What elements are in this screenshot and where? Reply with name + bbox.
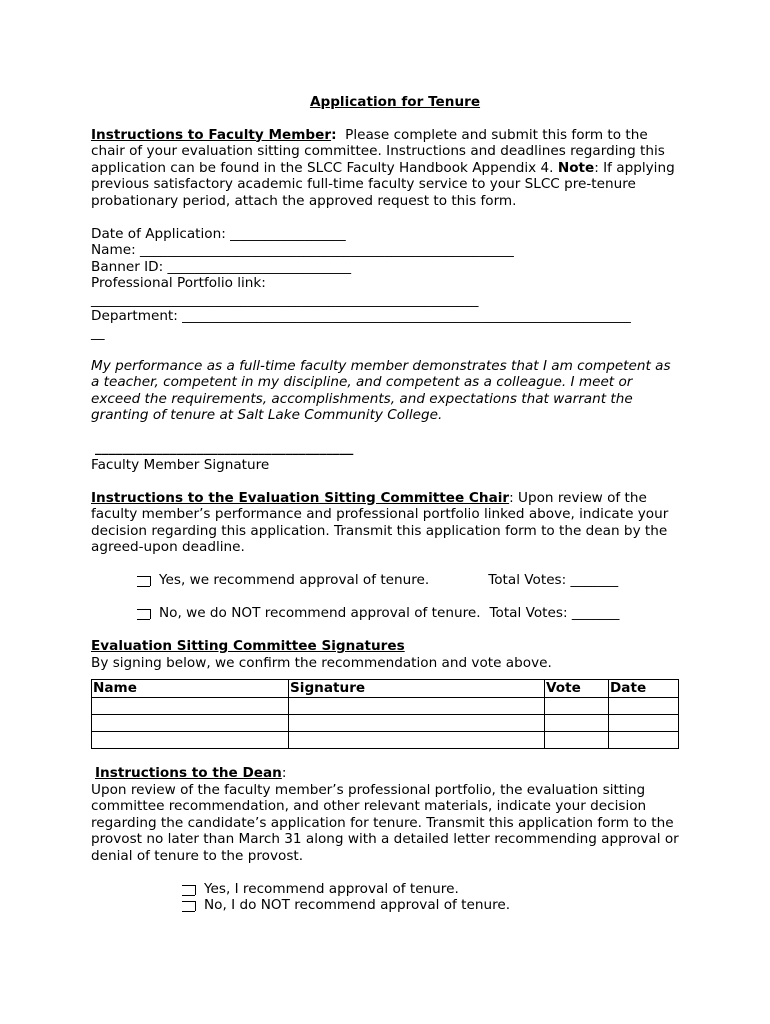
dean-option-no-label: No, I do NOT recommend approval of tenure. [204, 897, 511, 913]
committee-yes-total-votes[interactable]: Total Votes: _______ [488, 572, 619, 588]
committee-option-no [91, 605, 681, 622]
document-title: Application for Tenure [309, 94, 481, 110]
faculty-signature-line[interactable]: ______________________________________ [95, 440, 354, 456]
committee-option-no-label: No, we do NOT recommend approval of tenure. [159, 605, 481, 621]
table-cell-vote[interactable] [545, 731, 609, 748]
chair-instructions-heading: Instructions to the Evaluation Sitting Committee Chair [91, 489, 510, 506]
table-cell-name[interactable] [92, 697, 289, 714]
dean-option-no [91, 897, 681, 914]
table-cell-signature[interactable] [289, 697, 545, 714]
checkbox-icon[interactable] [182, 885, 196, 895]
dean-instructions-heading-line: Instructions to the Dean: [95, 765, 287, 781]
committee-signatures-heading: Evaluation Sitting Committee Signatures [91, 638, 405, 654]
committee-signature-table [91, 679, 679, 749]
dean-instructions-heading: Instructions to the Dean [95, 765, 282, 781]
faculty-instructions: Instructions to Faculty Member: Please complete and submit this form to the chair of your evaluation sitting committee. Instructions and deadlines regarding this application can be found in the SLCC Faculty Handbook Appendix 4. Note: If applying previous satisfactory academic full-time faculty service to your SLCC pre-tenure probationary period, attach the approved request to this form. [91, 126, 675, 209]
table-row [92, 731, 679, 748]
table-row [92, 697, 679, 714]
table-cell-date[interactable] [609, 731, 679, 748]
column-header-signature: Signature [289, 680, 545, 698]
table-row [92, 714, 679, 731]
table-cell-date[interactable] [609, 714, 679, 731]
dean-instructions-body: Upon review of the faculty member’s professional portfolio, the evaluation sitting committee recommendation, and other relevant materials, indicate your decision regarding the candidate’s application for tenure. Transmit this application form to the provost no later than March 31 along with a detailed letter recommending approval or denial of tenure to the provost. [91, 781, 679, 864]
table-cell-name[interactable] [92, 731, 289, 748]
column-header-vote: Vote [545, 680, 609, 698]
committee-signatures-body: By signing below, we confirm the recommendation and vote above. [91, 654, 552, 671]
table-cell-vote[interactable] [545, 714, 609, 731]
performance-statement: My performance as a full-time faculty member demonstrates that I am competent as a teacher, competent in my discipline, and competent as a colleague. I meet or exceed the requirements, accomplishments, and expectations that warrant the granting of tenure at Salt Lake Community College. [91, 357, 671, 423]
portfolio-link-field[interactable]: _________________________________________________________ [91, 291, 479, 308]
table-cell-date[interactable] [609, 697, 679, 714]
name-field[interactable]: Name: _______________________________________________________ [91, 242, 514, 258]
column-header-name: Name [92, 680, 289, 698]
faculty-signature-label: Faculty Member Signature [91, 456, 270, 473]
department-field-wrap: __ [91, 324, 105, 341]
table-cell-name[interactable] [92, 714, 289, 731]
note-label: Note [557, 159, 595, 176]
checkbox-icon[interactable] [137, 576, 151, 586]
chair-instructions: Instructions to the Evaluation Sitting Committee Chair: Upon review of the faculty member’s performance and professional portfolio linked above, indicate your decision regarding this application. Transmit this application form to the dean by the agreed-upon deadline. [91, 489, 669, 555]
portfolio-link-label: Professional Portfolio link: [91, 275, 266, 291]
banner-id-field[interactable]: Banner ID: ___________________________ [91, 258, 352, 275]
date-of-application-field[interactable]: Date of Application: _________________ [91, 225, 346, 242]
table-header-row [92, 680, 679, 698]
table-cell-signature[interactable] [289, 731, 545, 748]
table-cell-vote[interactable] [545, 697, 609, 714]
checkbox-icon[interactable] [182, 901, 196, 911]
dean-option-yes [91, 881, 681, 898]
table-cell-signature[interactable] [289, 714, 545, 731]
committee-no-total-votes[interactable]: Total Votes: _______ [489, 605, 620, 621]
department-field[interactable]: Department: __________________________________________________________________ [91, 308, 631, 324]
committee-option-yes-label: Yes, we recommend approval of tenure. [159, 572, 430, 588]
dean-option-yes-label: Yes, I recommend approval of tenure. [204, 880, 459, 897]
column-header-date: Date [609, 680, 679, 698]
faculty-instructions-heading: Instructions to Faculty Member [91, 126, 332, 143]
committee-option-yes [91, 572, 681, 589]
checkbox-icon[interactable] [137, 609, 151, 619]
document-content [91, 94, 681, 914]
